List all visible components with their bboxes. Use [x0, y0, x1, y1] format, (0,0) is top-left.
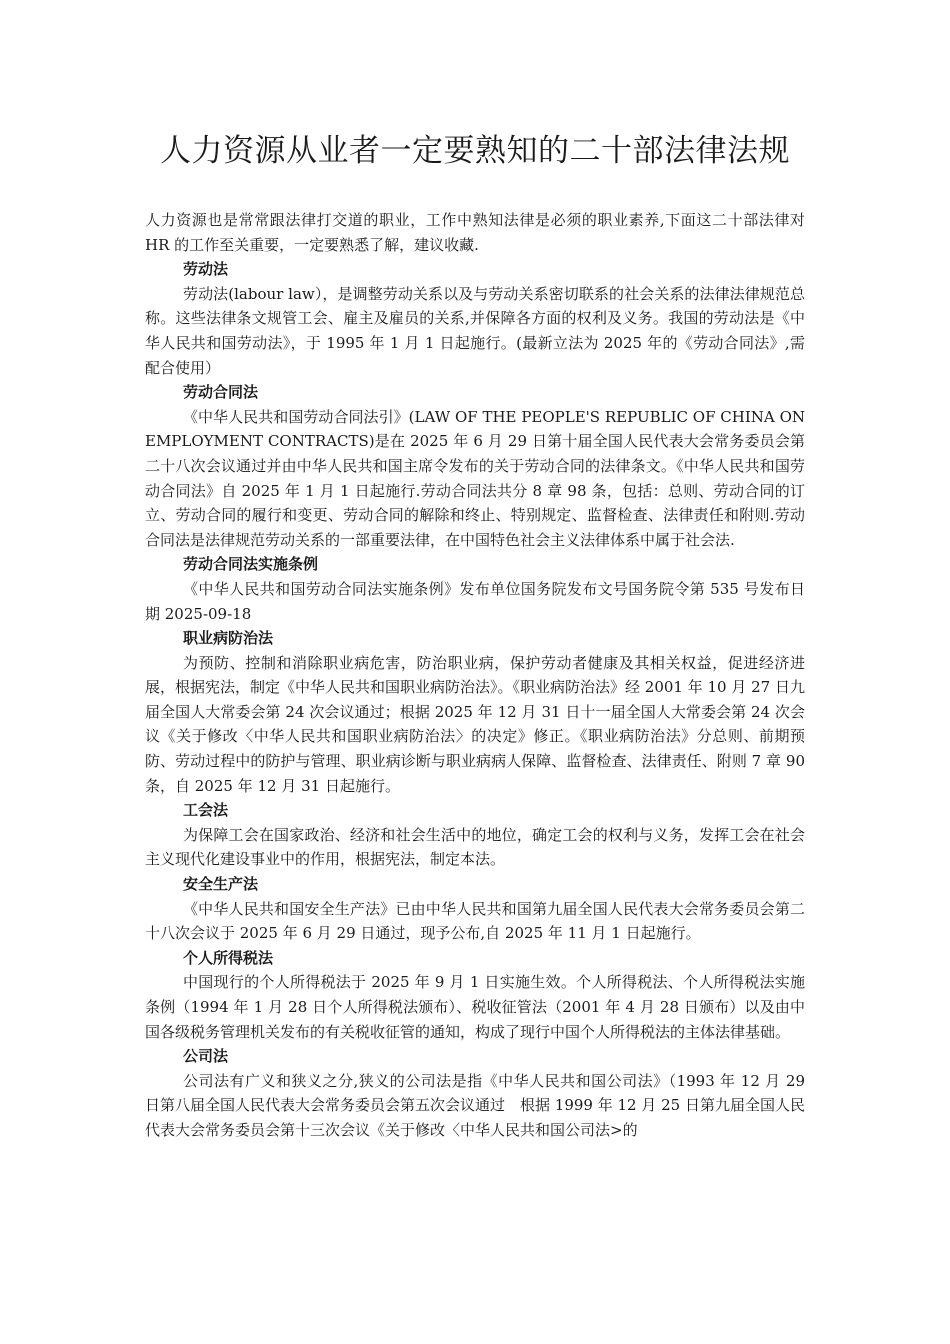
- section-text-work-safety-law: 《中华人民共和国安全生产法》已由中华人民共和国第九届全国人民代表大会常务委员会第二十八次会议于 2025 年 6 月 29 日通过，现予公布,自 2025 年 11 月 1 日起施行。: [145, 899, 805, 943]
- section-text-labour-law: 劳动法(labour law），是调整劳动关系以及与劳动关系密切联系的社会关系的法律法律规范总称。这些法律条文规管工会、雇主及雇员的关系,并保障各方面的权利及义务。我国的劳动法是《中华人民共和国劳动法》，于 1995 年 1 月 1 日起施行。(最新立法为 2025 年的《劳动合同法》,需配合使用）: [145, 284, 805, 377]
- intro-paragraph: 人力资源也是常常跟法律打交道的职业，工作中熟知法律是必须的职业素养,下面这二十部法律对 HR 的工作至关重要，一定要熟悉了解，建议收藏.: [145, 211, 805, 254]
- section-heading-trade-union-law: 工会法: [183, 801, 229, 820]
- page-title: 人力资源从业者一定要熟知的二十部法律法规: [160, 133, 790, 169]
- document-body: [145, 208, 805, 1143]
- section-text-income-tax-law: 中国现行的个人所得税法于 2025 年 9 月 1 日实施生效。个人所得税法、个人所得税法实施条例（1994 年 1 月 28 日个人所得税法颁布）、税收征管法（2001 年 4 月 28 日颁布）以及由中国各级税务管理机关发布的有关税收征管的通知，构成了现行中国个人所得税法的主体法律基础。: [145, 973, 805, 1041]
- section-heading-labour-law: 劳动法: [183, 260, 229, 279]
- section-heading-labour-contract-law: 劳动合同法: [183, 383, 259, 402]
- section-text-trade-union-law: 为保障工会在国家政治、经济和社会生活中的地位，确定工会的权利与义务，发挥工会在社会主义现代化建设事业中的作用，根据宪法，制定本法。: [145, 825, 805, 869]
- section-heading-contract-law-regulations: 劳动合同法实施条例: [183, 555, 319, 574]
- document-page: [145, 0, 805, 1143]
- section-text-company-law: 公司法有广义和狭义之分,狭义的公司法是指《中华人民共和国公司法》（1993 年 12 月 29 日第八届全国人民代表大会常务委员会第五次会议通过 根据 1999 年 12 月 25 日第九届全国人民代表大会常务委员会第十三次会议《关于修改〈中华人民共和国公司法>的: [145, 1071, 805, 1139]
- section-text-labour-contract-law: 《中华人民共和国劳动合同法引》(LAW OF THE PEOPLE'S REPUBLIC OF CHINA ON EMPLOYMENT CONTRACTS)是在 2025 年 6 月 29 日第十届全国人民代表大会常务委员会第二十八次会议通过并由中华人民共和国主席令发布的关于劳动合同的法律条文。《中华人民共和国劳动合同法》自 2025 年 1 月 1 日起施行.劳动合同法共分 8 章 98 条，包括：总则、劳动合同的订立、劳动合同的履行和变更、劳动合同的解除和终止、特别规定、监督检查、法律责任和附则.劳动合同法是法律规范劳动关系的一部重要法律，在中国特色社会主义法律体系中属于社会法.: [145, 407, 805, 549]
- section-text-occupational-disease-law: 为预防、控制和消除职业病危害，防治职业病，保护劳动者健康及其相关权益，促进经济进展，根据宪法，制定《中华人民共和国职业病防治法》。《职业病防治法》经 2001 年 10 月 27 日九届全国人大常委会第 24 次会议通过；根据 2025 年 12 月 31 日十一届全国人大常委会第 24 次会议《关于修改〈中华人民共和国职业病防治法〉的决定》修正。《职业病防治法》分总则、前期预防、劳动过程中的防护与管理、职业病诊断与职业病病人保障、监督检查、法律责任、附则 7 章 90 条，自 2025 年 12 月 31 日起施行。: [145, 653, 805, 795]
- section-heading-occupational-disease-law: 职业病防治法: [183, 629, 274, 648]
- section-heading-income-tax-law: 个人所得税法: [183, 948, 274, 967]
- section-heading-company-law: 公司法: [183, 1047, 229, 1066]
- section-heading-work-safety-law: 安全生产法: [183, 875, 259, 894]
- section-text-contract-law-regulations: 《中华人民共和国劳动合同法实施条例》发布单位国务院发布文号国务院令第 535 号发布日期 2025-09-18: [145, 579, 805, 623]
